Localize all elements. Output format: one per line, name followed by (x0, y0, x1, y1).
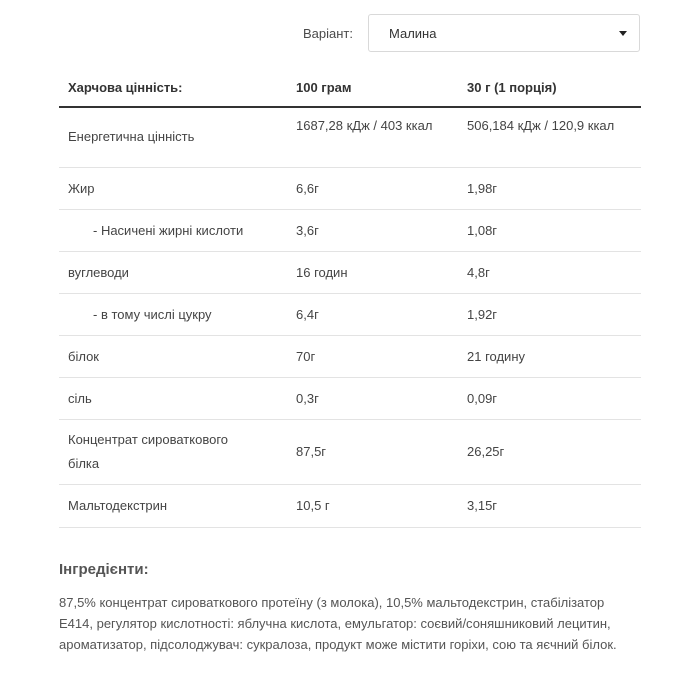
nutrition-table (59, 68, 641, 528)
nutrient-per-100g: 3,6г (296, 223, 319, 238)
nutrient-name: Енергетична цінність (68, 129, 195, 144)
chevron-down-icon (619, 31, 627, 36)
header-nutrition-value: Харчова цінність: (68, 80, 183, 95)
nutrient-per-100g: 16 годин (296, 265, 348, 280)
variant-label: Варіант: (303, 26, 353, 41)
nutrient-name: білок (68, 349, 99, 364)
nutrient-per-100g: 6,6г (296, 181, 319, 196)
variant-selected-value: Малина (389, 26, 437, 41)
nutrient-per-serving: 506,184 кДж / 120,9 ккал (467, 118, 615, 133)
header-per-100g: 100 грам (296, 80, 352, 95)
nutrient-per-100g: 70г (296, 349, 316, 364)
table-row (59, 336, 641, 378)
nutrient-per-100g: 6,4г (296, 307, 319, 322)
table-row (59, 420, 641, 485)
nutrient-name: сіль (68, 391, 92, 406)
nutrient-name: Концентрат сироваткового білка (68, 432, 229, 471)
ingredients-text: 87,5% концентрат сироваткового протеїну (з молока), 10,5% мальтодекстрин, стабілізатор E414, регулятор кислотності: яблучна кислота, емульгатор: соєвий/соняшниковий лецитин, ароматизатор, підсолоджувач: сукралоза, продукт може містити горіхи, сою та яєчний білок. (59, 595, 617, 652)
nutrient-per-serving: 3,15г (467, 498, 498, 513)
nutrition-table-header (59, 68, 641, 108)
nutrient-per-100g: 0,3г (296, 391, 319, 406)
nutrient-per-serving: 4,8г (467, 265, 490, 280)
nutrient-per-serving: 1,98г (467, 181, 498, 196)
table-row (59, 485, 641, 528)
table-row (59, 294, 641, 336)
table-row (59, 210, 641, 252)
nutrient-per-serving: 0,09г (467, 391, 498, 406)
nutrient-per-100g: 1687,28 кДж / 403 ккал (296, 118, 433, 133)
header-per-serving: 30 г (1 порція) (467, 80, 557, 95)
ingredients-title: Інгредієнти: (59, 561, 149, 578)
nutrient-name: - Насичені жирні кислоти (93, 223, 244, 238)
nutrient-per-serving: 1,08г (467, 223, 498, 238)
nutrient-name: Мальтодекстрин (68, 498, 168, 513)
table-row (59, 378, 641, 420)
nutrient-name: - в тому числі цукру (93, 307, 212, 322)
variant-selector-row (0, 14, 700, 54)
nutrient-per-serving: 1,92г (467, 307, 498, 322)
nutrient-name: Жир (68, 181, 95, 196)
table-row (59, 168, 641, 210)
nutrient-per-100g: 87,5г (296, 444, 327, 459)
table-row (59, 108, 641, 168)
variant-dropdown[interactable] (368, 14, 640, 52)
nutrient-name: вуглеводи (68, 265, 129, 280)
nutrient-per-serving: 21 годину (467, 349, 525, 364)
table-row (59, 252, 641, 294)
nutrient-per-100g: 10,5 г (296, 498, 330, 513)
nutrient-per-serving: 26,25г (467, 444, 505, 459)
